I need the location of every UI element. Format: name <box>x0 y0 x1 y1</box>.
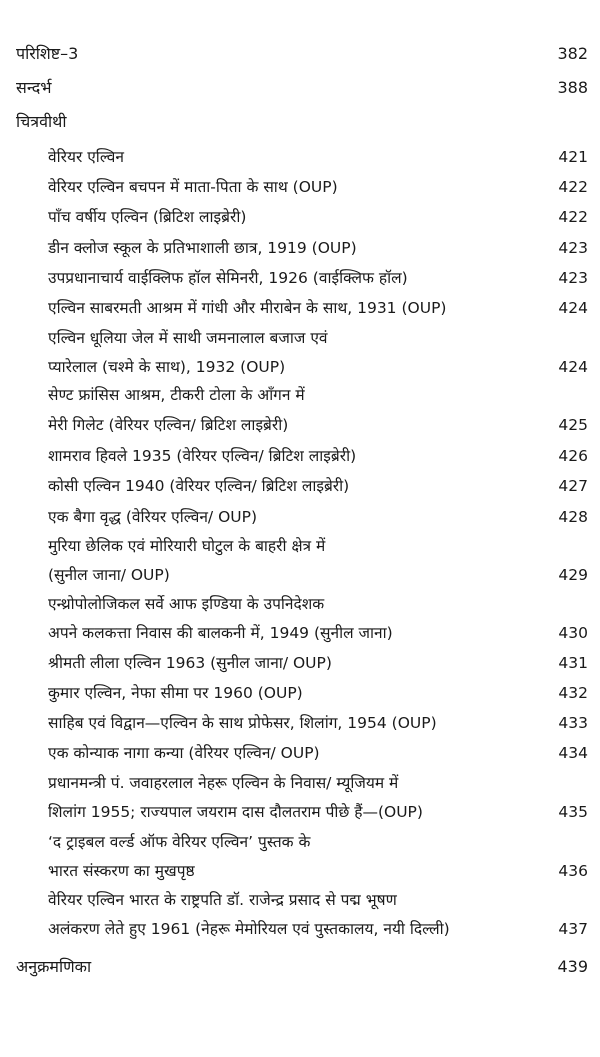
gallery-item-line: एल्विन साबरमती आश्रम में गांधी और मीराबेन के साथ, 1931 (OUP) <box>48 299 447 317</box>
toc-page-number: 382 <box>557 44 588 63</box>
gallery-item-page: 437 <box>558 920 588 938</box>
gallery-item-page: 427 <box>558 477 588 495</box>
gallery-item-line: शामराव हिवले 1935 (वेरियर एल्विन/ ब्रिटिश लाइब्रेरी) <box>48 447 357 465</box>
gallery-item-line: प्यारेलाल (चश्मे के साथ), 1932 (OUP) <box>48 358 286 376</box>
gallery-item-line: अलंकरण लेते हुए 1961 (नेहरू मेमोरियल एवं पुस्तकालय, नयी दिल्ली) <box>48 920 450 938</box>
gallery-item-page: 436 <box>558 862 588 880</box>
gallery-item-line: मेरी गिलेट (वेरियर एल्विन/ ब्रिटिश लाइब्रेरी) <box>48 416 289 434</box>
gallery-item-line: श्रीमती लीला एल्विन 1963 (सुनील जाना/ OUP) <box>48 654 332 672</box>
gallery-item-line: मुरिया छेलिक एवं मोरियारी घोटुल के बाहरी क्षेत्र में <box>48 537 326 555</box>
gallery-item-line: कुमार एल्विन, नेफा सीमा पर 1960 (OUP) <box>48 684 303 702</box>
gallery-item-line: एक बैगा वृद्ध (वेरियर एल्विन/ OUP) <box>48 508 258 526</box>
gallery-item-page: 423 <box>558 269 588 287</box>
toc-entry-references: सन्दर्भ <box>16 78 52 97</box>
gallery-item-page: 424 <box>558 358 588 376</box>
gallery-item-line: सेण्ट फ्रांसिस आश्रम, टीकरी टोला के आँगन में <box>48 386 305 404</box>
gallery-item-page: 421 <box>558 148 588 166</box>
gallery-item-line: एल्विन धूलिया जेल में साथी जमनालाल बजाज एवं <box>48 329 328 347</box>
gallery-item-page: 428 <box>558 508 588 526</box>
gallery-item-page: 434 <box>558 744 588 762</box>
toc-page-number: 388 <box>557 78 588 97</box>
gallery-item-page: 426 <box>558 447 588 465</box>
gallery-item-line: एन्थ्रोपोलोजिकल सर्वे आफ इण्डिया के उपनिदेशक <box>48 595 325 613</box>
gallery-item-line: डीन क्लोज स्कूल के प्रतिभाशाली छात्र, 1919 (OUP) <box>48 239 357 257</box>
gallery-item-page: 422 <box>558 178 588 196</box>
gallery-item-page: 422 <box>558 208 588 226</box>
gallery-item-line: वेरियर एल्विन <box>48 148 125 166</box>
gallery-item-page: 423 <box>558 239 588 257</box>
gallery-item-page: 430 <box>558 624 588 642</box>
gallery-item-line: (सुनील जाना/ OUP) <box>48 566 170 584</box>
gallery-item-line: ‘द ट्राइबल वर्ल्ड ऑफ वेरियर एल्विन’ पुस्तक के <box>48 833 311 851</box>
gallery-item-line: वेरियर एल्विन बचपन में माता-पिता के साथ (OUP) <box>48 178 338 196</box>
toc-entry-gallery: चित्रवीथी <box>16 112 67 131</box>
gallery-item-line: साहिब एवं विद्वान—एल्विन के साथ प्रोफेसर, शिलांग, 1954 (OUP) <box>48 714 437 732</box>
gallery-item-line: अपने कलकत्ता निवास की बालकनी में, 1949 (सुनील जाना) <box>48 624 393 642</box>
toc-entry-index: अनुक्रमणिका <box>16 957 92 976</box>
gallery-item-page: 433 <box>558 714 588 732</box>
gallery-item-line: एक कोन्याक नागा कन्या (वेरियर एल्विन/ OUP) <box>48 744 320 762</box>
gallery-item-page: 435 <box>558 803 588 821</box>
gallery-item-line: कोसी एल्विन 1940 (वेरियर एल्विन/ ब्रिटिश लाइब्रेरी) <box>48 477 350 495</box>
gallery-item-page: 425 <box>558 416 588 434</box>
gallery-item-page: 424 <box>558 299 588 317</box>
gallery-item-page: 432 <box>558 684 588 702</box>
gallery-item-line: शिलांग 1955; राज्यपाल जयराम दास दौलतराम पीछे हैं—(OUP) <box>48 803 423 821</box>
gallery-item-line: उपप्रधानाचार्य वाईक्लिफ हॉल सेमिनरी, 1926 (वाईक्लिफ हॉल) <box>48 269 408 287</box>
gallery-item-line: वेरियर एल्विन भारत के राष्ट्रपति डॉ. राजेन्द्र प्रसाद से पद्म भूषण <box>48 891 397 909</box>
gallery-item-line: पाँच वर्षीय एल्विन (ब्रिटिश लाइब्रेरी) <box>48 208 247 226</box>
gallery-item-page: 429 <box>558 566 588 584</box>
toc-entry-appendix-3: परिशिष्ट–3 <box>16 44 79 63</box>
gallery-item-page: 431 <box>558 654 588 672</box>
gallery-item-line: भारत संस्करण का मुखपृष्ठ <box>48 862 195 880</box>
toc-page-number: 439 <box>557 957 588 976</box>
gallery-item-line: प्रधानमन्त्री पं. जवाहरलाल नेहरू एल्विन के निवास/ म्यूजियम में <box>48 774 399 792</box>
